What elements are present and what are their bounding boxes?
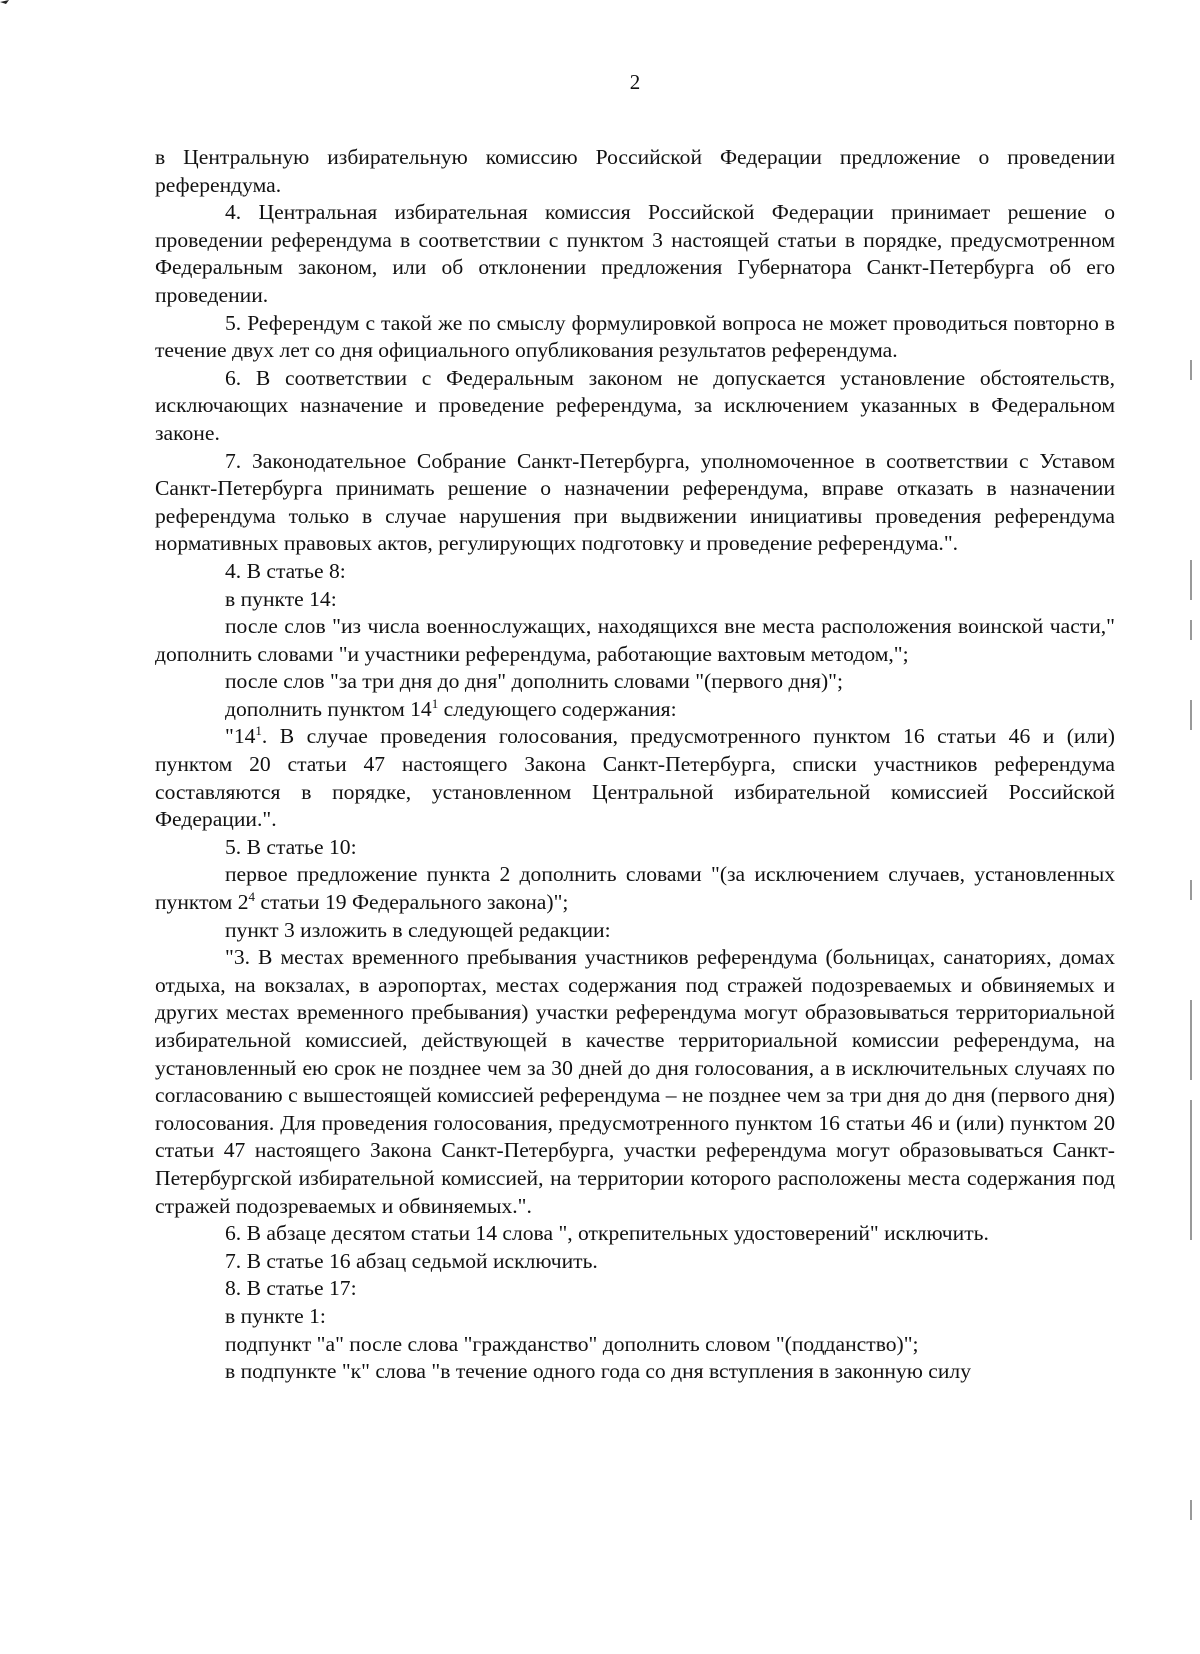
- paragraph: 5. В статье 10:: [225, 834, 357, 859]
- paragraph: 7. Законодательное Собрание Санкт-Петербурга, уполномоченное в соответствии с Уставом Санкт-Петербурга принимать решение о назначении референдума, вправе отказать в назначении референдума только в случае нарушения при выдвижении инициативы проведения референдума нормативных правовых актов, регулирующих подготовку и проведение референдума.".: [155, 448, 1115, 556]
- paragraph: первое предложение пункта 2 дополнить словами "(за исключением случаев, установленных пунктом $2^4$ статьи 19 Федерального закона)";: [155, 862, 1115, 915]
- superscript: 4: [248, 888, 256, 904]
- scan-margin-marks: [1188, 0, 1194, 1654]
- paragraph: в Центральную избирательную комиссию Российской Федерации предложение о проведении референдума.: [155, 145, 1115, 197]
- page-number: 2: [629, 70, 641, 94]
- paragraph: дополнить пунктом $14^1$ следующего содержания:: [225, 695, 677, 721]
- paragraph: 4. Центральная избирательная комиссия Российской Федерации принимает решение о проведении референдума в соответствии с пунктом 3 настоящей статьи в порядке, предусмотренном Федеральным законом, или об отклонении предложения Губернатора Санкт-Петербурга об его проведении.: [155, 200, 1115, 307]
- paragraph: "3. В местах временного пребывания участников референдума (больницах, санаториях, домах отдыха, на вокзалах, в аэропортах, местах содержания под стражей подозреваемых и обвиняемых и других местах временного пребывания) участки референдума могут образовываться территориальной избирательной комиссией, действующей в качестве территориальной комиссии референдума, на установленный ею срок не позднее чем за 30 дней до дня голосования, а в исключительных случаях по согласованию с вышестоящей комиссией референдума – не позднее чем за три дня до дня (первого дня) голосования. Для проведения голосования, предусмотренного пунктом 16 статьи 46 и (или) пунктом 20 статьи 47 настоящего Закона Санкт-Петербурга, участки референдума могут образовываться Санкт-Петербургской избирательной комиссией, на территории которого расположены места содержания под стражей подозреваемых и обвиняемых.".: [155, 945, 1115, 1218]
- document-body: [155, 144, 1115, 1386]
- paragraph: в пункте 14:: [225, 586, 337, 611]
- paragraph: в подпункте "к" слова "в течение одного года со дня вступления в законную силу: [225, 1359, 972, 1384]
- paragraph: 4. В статье 8:: [225, 558, 346, 583]
- paragraph: 5. Референдум с такой же по смыслу формулировкой вопроса не может проводиться повторно в течение двух лет со дня официального опубликования результатов референдума.: [155, 310, 1115, 363]
- paragraph: подпункт "а" после слова "гражданство" дополнить словом "(подданство)";: [225, 1331, 919, 1356]
- paragraph: 6. В абзаце десятом статьи 14 слова ", открепительных удостоверений" исключить.: [225, 1221, 989, 1246]
- paragraph: 6. В соответствии с Федеральным законом не допускается установление обстоятельств, исключающих назначение и проведение референдума, за исключением указанных в Федеральном законе.: [155, 365, 1115, 445]
- scan-corner-mark: [0, 0, 12, 14]
- superscript: 1: [255, 723, 262, 739]
- paragraph: 8. В статье 17:: [225, 1276, 357, 1301]
- superscript: 1: [431, 695, 439, 711]
- paragraph: 7. В статье 16 абзац седьмой исключить.: [225, 1248, 598, 1273]
- paragraph: "$14^1$. В случае проведения голосования, предусмотренного пунктом 16 статьи 46 и (или) пунктом 20 статьи 47 настоящего Закона Санкт-Петербурга, списки участников референдума составляются в порядке, установленном Центральной избирательной комиссией Российской Федерации.".: [155, 723, 1115, 832]
- paragraph: после слов "за три дня до дня" дополнить словами "(первого дня)";: [225, 669, 843, 694]
- paragraph: пункт 3 изложить в следующей редакции:: [225, 917, 611, 942]
- paragraph: в пункте 1:: [225, 1303, 326, 1328]
- paragraph: после слов "из числа военнослужащих, находящихся вне места расположения воинской части," дополнить словами "и участники референдума, работающие вахтовым методом,";: [155, 614, 1115, 666]
